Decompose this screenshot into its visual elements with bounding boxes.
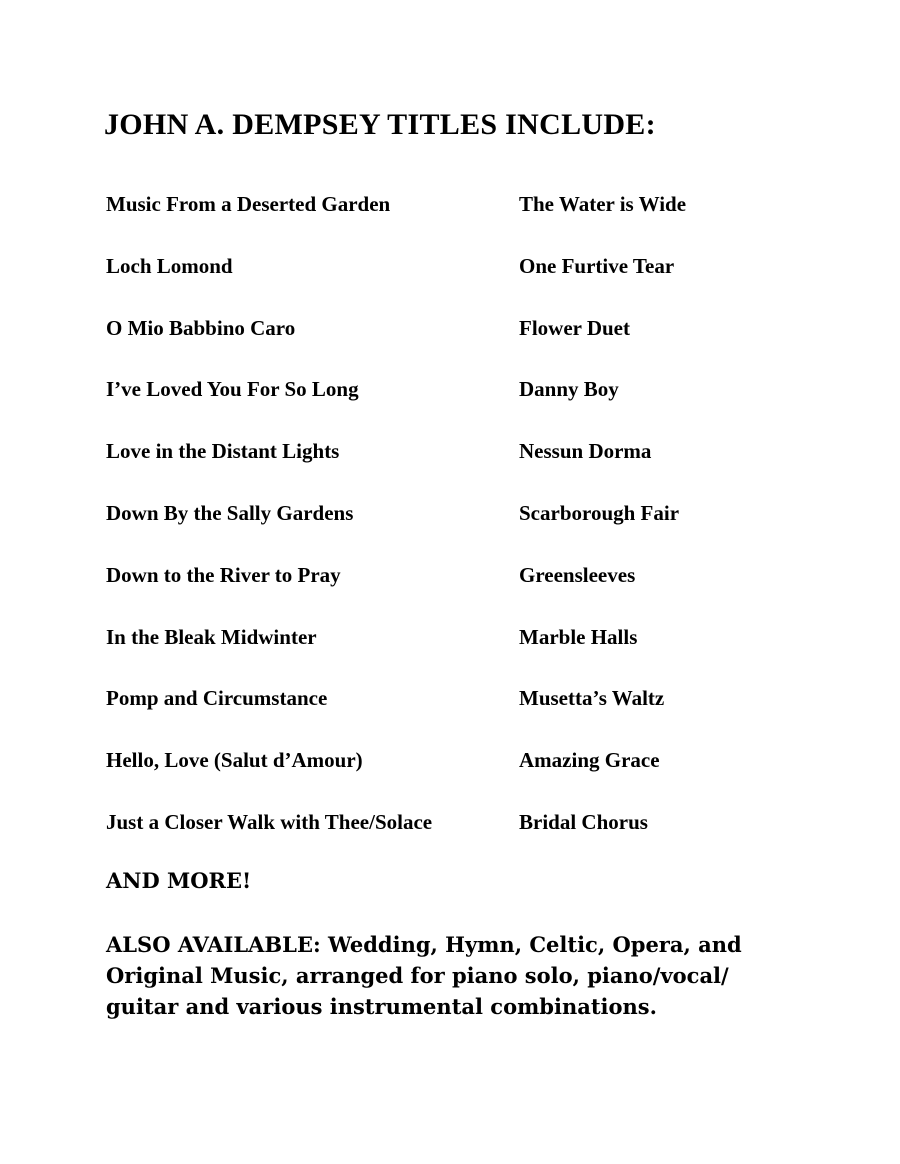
title-item: Love in the Distant Lights <box>106 439 340 464</box>
titles-left-column <box>106 189 432 869</box>
title-item: One Furtive Tear <box>519 253 675 278</box>
title-item: Marble Halls <box>519 624 638 649</box>
title-item: Scarborough Fair <box>519 500 680 525</box>
title-item: In the Bleak Midwinter <box>106 624 317 649</box>
title-item: Just a Closer Walk with Thee/Solace <box>106 809 433 834</box>
title-item: I’ve Loved You For So Long <box>106 377 359 402</box>
title-item: The Water is Wide <box>519 192 687 216</box>
titles-right-column <box>519 189 686 869</box>
title-item: Down to the River to Pray <box>106 562 341 587</box>
title-item: Music From a Deserted Garden <box>106 192 391 216</box>
page-title: JOHN A. DEMPSEY TITLES INCLUDE: <box>104 108 656 141</box>
title-item: Greensleeves <box>519 562 636 587</box>
title-item: Nessun Dorma <box>519 439 652 464</box>
title-item: O Mio Babbino Caro <box>106 315 296 340</box>
title-item: Pomp and Circumstance <box>106 686 328 711</box>
title-item: Musetta’s Waltz <box>519 686 665 711</box>
title-item: Danny Boy <box>519 377 619 402</box>
title-item: Bridal Chorus <box>519 809 648 834</box>
title-item: Amazing Grace <box>519 748 660 773</box>
title-item: Hello, Love (Salut d’Amour) <box>106 748 363 773</box>
also-available-text: ALSO AVAILABLE: Wedding, Hymn, Celtic, Opera, and Original Music, arranged for piano solo, piano/vocal/ guitar and various instrumental combinations. <box>106 932 742 1019</box>
title-item: Loch Lomond <box>106 253 233 278</box>
title-item: Down By the Sally Gardens <box>106 500 354 525</box>
title-item: Flower Duet <box>519 315 630 340</box>
and-more-text: AND MORE! <box>106 868 252 893</box>
